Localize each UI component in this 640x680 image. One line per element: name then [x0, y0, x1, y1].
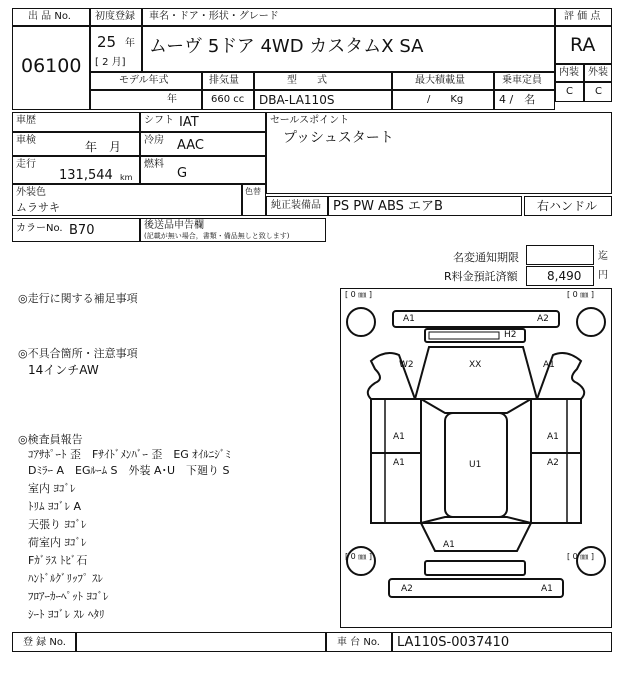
score-cell [555, 26, 612, 64]
report-line: 室内 ﾖｺﾞﾚ [28, 482, 76, 495]
steering-cell [524, 196, 612, 216]
steering-value: 右ハンドル [537, 199, 598, 213]
mark-hood: XX [469, 360, 482, 370]
mark-rear-bumper-right: A1 [541, 584, 553, 594]
interior-label: 内装 [559, 67, 579, 78]
chassis-cell [392, 632, 612, 652]
exterior-label-cell [584, 64, 612, 82]
mileage-value: 131,544 [59, 168, 113, 183]
type-cell [254, 90, 392, 110]
tire-right-label: [ 0 ㎜ ] [567, 290, 594, 299]
chassis-value: LA110S-0037410 [397, 635, 510, 650]
options-value: PS PW ABS エアB [333, 199, 443, 214]
exterior-score-cell [584, 82, 612, 102]
after-cell [140, 218, 326, 242]
deadline-box [526, 245, 594, 265]
capacity-label: 乗車定員 [502, 75, 542, 86]
deadline-unit: 迄 [598, 251, 608, 262]
displacement-value: 660 cc [211, 94, 245, 105]
deadline-label: 名変通知期限 [453, 251, 519, 264]
max-load-label: 最大積載量 [415, 75, 465, 86]
exterior-label: 外装 [588, 67, 608, 78]
mark-front-door-left: A1 [393, 432, 405, 442]
max-load-cell [392, 90, 494, 110]
lot-number: 06100 [21, 55, 82, 77]
model-year-unit: 年 [167, 94, 177, 105]
tire-left-label: [ 0 ㎜ ] [345, 290, 372, 299]
ac-cell [140, 132, 266, 156]
options-label-cell [266, 196, 328, 216]
color-no-value: B70 [69, 223, 95, 238]
year-unit: 年 [125, 38, 135, 49]
shift-cell [140, 112, 266, 132]
mark-front-bumper-right: A2 [537, 314, 549, 324]
interior-label-cell [555, 64, 584, 82]
type-label-cell [254, 72, 392, 90]
first-reg-year: 25 [97, 33, 117, 51]
mark-grille: H2 [504, 330, 517, 340]
ac-value: AAC [177, 138, 204, 153]
model-year-label: モデル年式 [119, 75, 169, 86]
report-line: ﾌﾛｱｰｶｰﾍﾟｯﾄ ﾖｺﾞﾚ [28, 590, 109, 603]
options-cell [328, 196, 522, 216]
windshield-shape [421, 399, 531, 413]
exterior-color-label: 外装色 [16, 187, 46, 198]
interior-score: C [566, 86, 573, 97]
history-label: 車歴 [16, 115, 36, 126]
capacity-label-cell [494, 72, 555, 90]
mileage-label: 走行 [16, 159, 36, 170]
car-name: ムーヴ 5ドア 4WD カスタムX SA [149, 36, 424, 57]
interior-score-cell [555, 82, 584, 102]
sales-point-cell [266, 112, 612, 194]
first-reg-month: [ 2 月] [95, 57, 126, 68]
color-change-label: 色替 [245, 187, 261, 196]
inspection-label: 車検 [16, 135, 36, 146]
car-name-label-cell [142, 8, 555, 26]
report-line: ﾄﾘﾑ ﾖｺﾞﾚ A [28, 500, 82, 513]
fuel-value: G [177, 166, 188, 181]
mark-rear-bumper-left: A2 [401, 584, 413, 594]
report-line: 天張り ﾖｺﾞﾚ [28, 518, 87, 531]
model-year-cell [90, 90, 202, 110]
inspection-value: 年 月 [85, 140, 122, 154]
max-load-value: / Kg [427, 94, 464, 105]
ac-label: 冷房 [144, 135, 164, 146]
displacement-cell [202, 90, 254, 110]
capacity-cell [494, 90, 555, 110]
tire-right-bottom-label: [ 0 ㎜ ] [567, 552, 594, 561]
rear-bumper-shape [389, 579, 563, 597]
score-value: RA [570, 34, 596, 56]
exterior-color-cell [12, 184, 242, 216]
recycle-value: 8,490 [547, 269, 582, 283]
mark-rear-door-right: A2 [547, 458, 559, 468]
chassis-label-cell [326, 632, 392, 652]
defects-line: 14インチAW [28, 363, 99, 377]
reg-no-label-cell [12, 632, 76, 652]
fuel-label: 燃料 [144, 159, 164, 170]
color-no-cell [12, 218, 140, 242]
first-reg-label-cell [90, 8, 142, 26]
recycle-label: R料金預託済額 [444, 270, 518, 283]
rear-lamp-shape [425, 561, 525, 575]
mileage-unit: km [120, 173, 133, 182]
mark-rear-door-left: A1 [393, 458, 405, 468]
after-label: 後送品申告欄 [144, 220, 204, 231]
capacity-value: 4 / 名 [499, 93, 536, 106]
hood-shape [415, 347, 537, 399]
lot-number-cell [12, 26, 90, 110]
sales-point-label: セールスポイント [270, 115, 350, 126]
mileage-cell [12, 156, 140, 184]
type-value: DBA-LA110S [259, 93, 335, 107]
history-cell [12, 112, 140, 132]
front-bumper-shape [393, 311, 559, 327]
report-line: ｼｰﾄ ﾖｺﾞﾚ ｽﾚ ﾍﾀﾘ [28, 608, 105, 621]
driving-header: ◎走行に関する補足事項 [18, 292, 138, 305]
report-line: Fｶﾞﾗｽ ﾄﾋﾞ石 [28, 554, 88, 567]
report-line: 荷室内 ﾖｺﾞﾚ [28, 536, 87, 549]
score-label-cell [555, 8, 612, 26]
report-line: ﾊﾝﾄﾞﾙｸﾞﾘｯﾌﾟ ｽﾚ [28, 572, 103, 585]
displacement-label-cell [202, 72, 254, 90]
sales-point-value: プッシュスタート [283, 130, 394, 146]
tire-front-left-icon [347, 308, 375, 336]
mark-back-door: A1 [443, 540, 455, 550]
tire-front-right-icon [577, 308, 605, 336]
mark-fender-right: A1 [543, 360, 555, 370]
score-label: 評 価 点 [564, 11, 601, 22]
lot-label-cell [12, 8, 90, 26]
inspection-cell [12, 132, 140, 156]
max-load-label-cell [392, 72, 494, 90]
back-door-shape [421, 523, 531, 551]
exterior-score: C [595, 86, 602, 97]
car-diagram-frame [340, 288, 612, 628]
color-change-cell [242, 184, 266, 216]
mark-front-bumper-left: A1 [403, 314, 415, 324]
mark-roof: U1 [469, 460, 482, 470]
report-line: ｺｱｻﾎﾟｰﾄ 歪 Fｻｲﾄﾞﾒﾝﾊﾞｰ 歪 EG ｵｲﾙﾆｼﾞﾐ [28, 448, 231, 461]
recycle-unit: 円 [598, 270, 608, 281]
exterior-color-value: ムラサキ [16, 201, 60, 214]
mark-front-door-right: A1 [547, 432, 559, 442]
type-label: 型 式 [287, 75, 327, 86]
car-name-label: 車名・ドア・形状・グレード [149, 11, 279, 22]
color-no-label: カラーNo. [16, 223, 63, 234]
lot-label: 出 品 No. [28, 11, 71, 22]
first-reg-label: 初度登録 [95, 11, 135, 22]
first-reg-cell [90, 26, 142, 72]
shift-label: シフト [144, 115, 174, 126]
reg-no-label: 登 録 No. [23, 637, 66, 648]
mark-fender-left: W2 [399, 360, 414, 370]
shift-value: IAT [179, 115, 199, 130]
car-diagram [341, 289, 611, 627]
tire-left-bottom-label: [ 0 ㎜ ] [345, 552, 372, 561]
report-header: ◎検査員報告 [18, 433, 83, 446]
displacement-label: 排気量 [209, 75, 239, 86]
defects-header: ◎不具合箇所・注意事項 [18, 347, 138, 360]
reg-no-cell [76, 632, 326, 652]
model-year-label-cell [90, 72, 202, 90]
options-label: 純正装備品 [271, 200, 321, 211]
report-line: Dﾐﾗｰ A EGﾙｰﾑ S 外装 A･U 下廻り S [28, 464, 230, 477]
fuel-cell [140, 156, 266, 184]
after-note: (記載が無い場合，書類・備品無しと致します) [144, 232, 290, 240]
recycle-box [526, 266, 594, 286]
chassis-label: 車 台 No. [337, 637, 380, 648]
car-name-cell [142, 26, 555, 72]
